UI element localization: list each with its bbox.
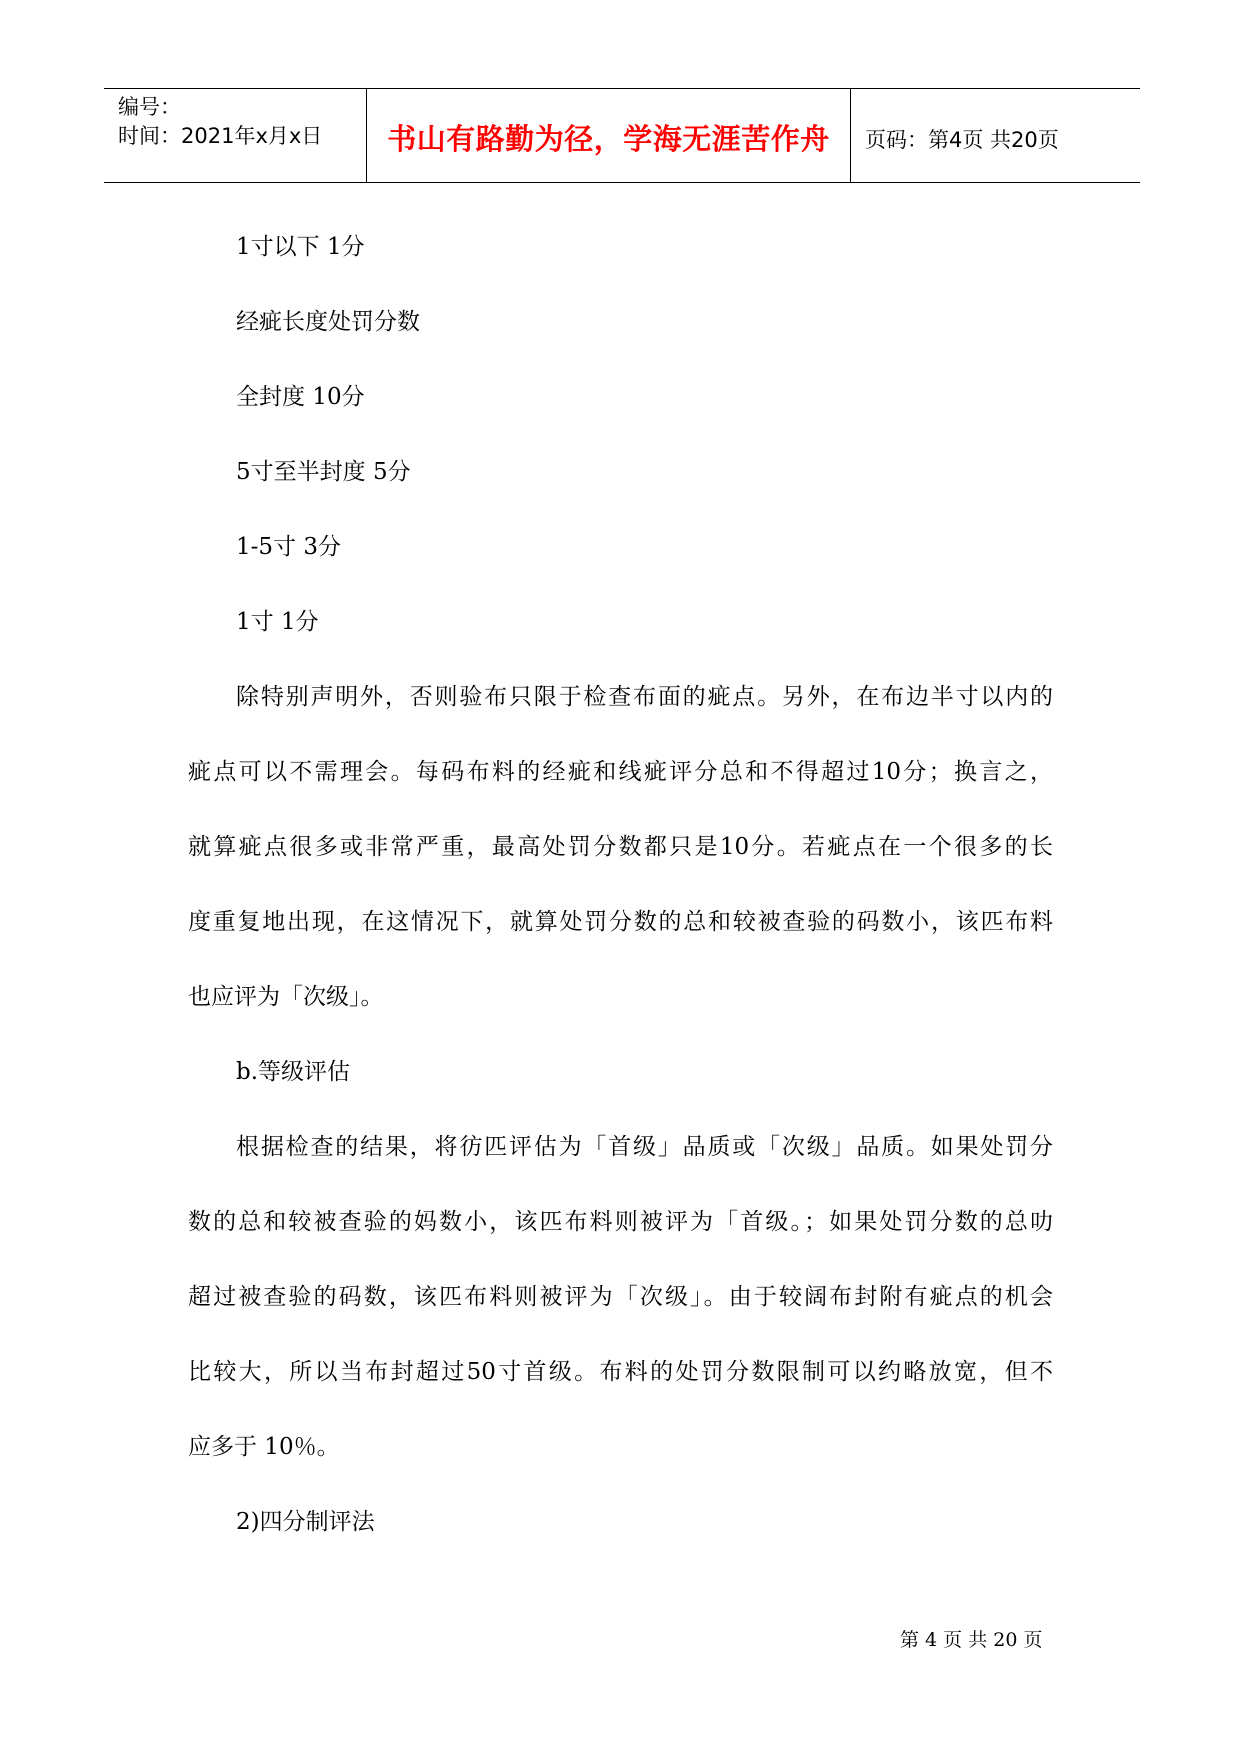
header-page-cell	[851, 89, 1140, 182]
text-line: 1寸 1分	[236, 609, 319, 635]
paragraph-line: 比较大，所以当布封超过50寸首级。布料的处罚分数限制可以约略放宽，但不	[188, 1359, 1053, 1385]
paragraph-line: 根据检查的结果，将彷匹评估为「首级」品质或「次级」品质。如果处罚分	[236, 1134, 1053, 1160]
header-motto-cell	[367, 89, 851, 182]
paragraph-line: 应多于 10％。	[188, 1434, 340, 1460]
text-line: 全封度 10分	[236, 384, 365, 410]
header-meta-cell	[104, 89, 367, 182]
section-heading: b.等级评估	[236, 1059, 351, 1085]
text-line: 经疵长度处罚分数	[236, 309, 420, 335]
page-header	[104, 88, 1140, 183]
paragraph-line: 也应评为「次级」。	[188, 984, 384, 1010]
paragraph-line: 度重复地出现，在这情况下，就算处罚分数的总和较被查验的码数小，该匹布料	[188, 909, 1053, 935]
paragraph-line: 除特别声明外，否则验布只限于检查布面的疵点。另外，在布边半寸以内的	[236, 684, 1053, 710]
text-line: 5寸至半封度 5分	[236, 459, 411, 485]
page-footer: 第 4 页 共 20 页	[900, 1629, 1043, 1651]
section-heading: 2)四分制评法	[236, 1509, 375, 1535]
text-line: 1-5寸 3分	[236, 534, 341, 560]
motto-text: 书山有路勤为径，学海无涯苦作舟	[387, 122, 830, 156]
page-code: 页码：第4页 共20页	[865, 128, 1059, 152]
paragraph-line: 就算疵点很多或非常严重，最高处罚分数都只是10分。若疵点在一个很多的长	[188, 834, 1053, 860]
time-label: 时间：2021年x月x日	[118, 124, 323, 148]
paragraph-line: 数的总和较被查验的妈数小，该匹布料则被评为「首级。；如果处罚分数的总叻	[188, 1209, 1053, 1235]
document-body	[188, 222, 1053, 1572]
paragraph-line: 超过被查验的码数，该匹布料则被评为「次级」。由于较阔布封附有疵点的机会	[188, 1284, 1053, 1310]
number-label: 编号：	[118, 95, 181, 119]
paragraph-line: 疵点可以不需理会。每码布料的经疵和线疵评分总和不得超过10分；换言之，	[188, 759, 1053, 785]
text-line: 1寸以下 1分	[236, 234, 365, 260]
